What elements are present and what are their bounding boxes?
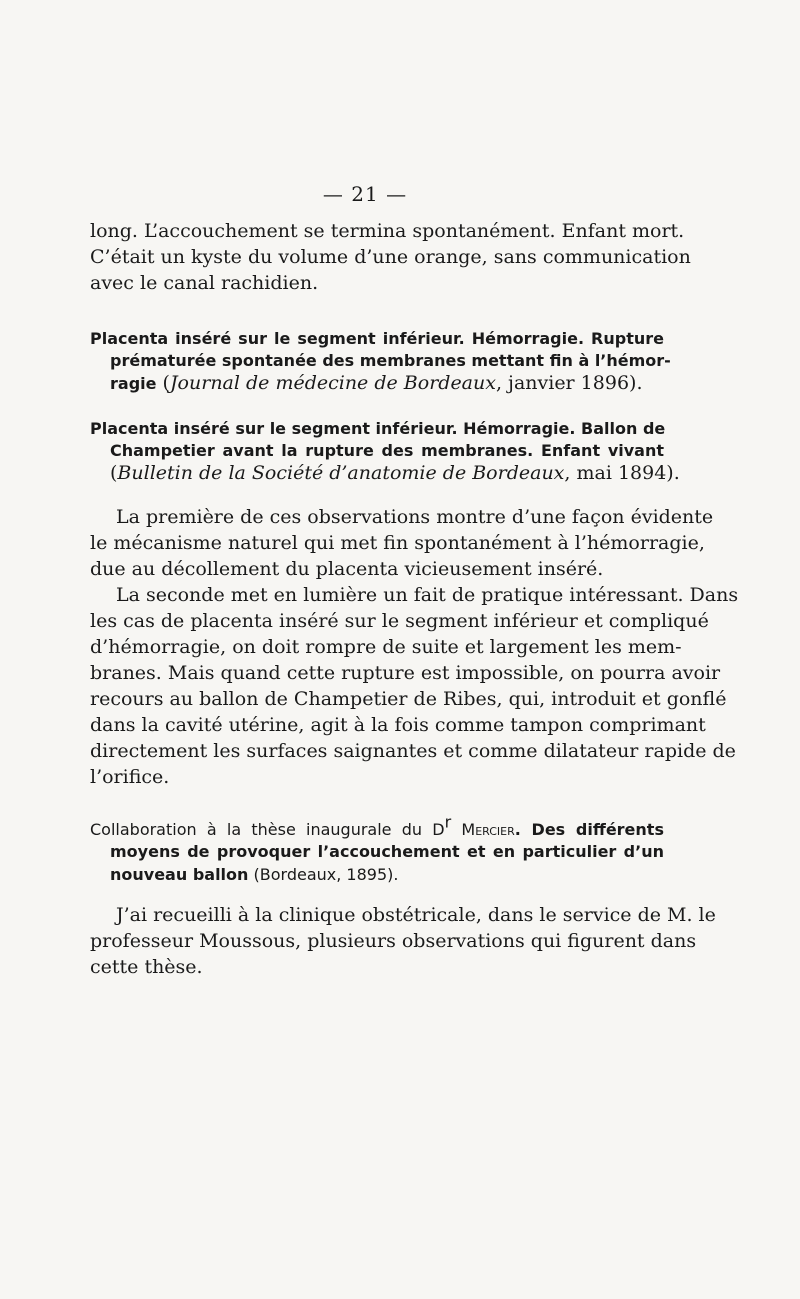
text-line: directement les surfaces saignantes et comme dilatateur rapide de <box>90 740 736 762</box>
text-line: due au décollement du placenta vicieusement inséré. <box>90 558 604 580</box>
text-line: les cas de placenta inséré sur le segment inférieur et compliqué <box>90 610 709 632</box>
text-line: La première de ces observations montre d’une façon évidente <box>116 506 714 528</box>
reference-title-line: Champetier avant la rupture des membranes. Enfant vivant <box>110 441 664 460</box>
reference-3 <box>90 812 664 886</box>
reference-2 <box>90 418 680 484</box>
reference-source-line: nouveau ballon (Bordeaux, 1895). <box>110 865 399 884</box>
paragraph-4 <box>90 902 716 980</box>
paragraph-3 <box>90 582 739 790</box>
text-line: cette thèse. <box>90 956 203 978</box>
journal-title: Journal de médecine de Bordeaux <box>169 372 496 394</box>
text-line: avec le canal rachidien. <box>90 272 319 294</box>
reference-title-line: prématurée spontanée des membranes mettant fin à l’hémor- <box>110 351 671 370</box>
text-line: dans la cavité utérine, agit à la fois comme tampon comprimant <box>90 714 706 736</box>
text-line: C’était un kyste du volume d’une orange, sans communication <box>90 246 691 268</box>
journal-title: Bulletin de la Société d’anatomie de Bordeaux <box>117 462 565 484</box>
paragraph-2 <box>90 504 714 582</box>
reference-1 <box>90 328 671 395</box>
reference-source-line: ragie (Journal de médecine de Bordeaux, janvier 1896). <box>110 372 643 394</box>
text-line: le mécanisme naturel qui met fin spontanément à l’hémorragie, <box>90 532 705 554</box>
page-number: — 21 — <box>322 182 408 206</box>
reference-title-line: Collaboration à la thèse inaugurale du $D^r$ Mercier. Des différents <box>90 812 664 839</box>
text-line: l’orifice. <box>90 766 170 788</box>
reference-source-line: (Bulletin de la Société d’anatomie de Bordeaux, mai 1894). <box>110 462 680 484</box>
text-line: La seconde met en lumière un fait de pratique intéressant. Dans <box>116 584 739 606</box>
paragraph-1 <box>90 218 691 296</box>
text-line: recours au ballon de Champetier de Ribes, qui, introduit et gonflé <box>90 688 727 710</box>
reference-title-line: moyens de provoquer l’accouchement et en particulier d’un <box>110 842 664 861</box>
reference-title-line: Placenta inséré sur le segment inférieur. Hémorragie. Ballon de <box>90 419 666 438</box>
reference-title-line: Placenta inséré sur le segment inférieur. Hémorragie. Rupture <box>90 329 664 348</box>
text-line: long. L’accouchement se termina spontanément. Enfant mort. <box>90 220 685 242</box>
text-line: J’ai recueilli à la clinique obstétricale, dans le service de M. le <box>116 904 716 926</box>
text-line: branes. Mais quand cette rupture est impossible, on pourra avoir <box>90 662 721 684</box>
text-line: professeur Moussous, plusieurs observations qui figurent dans <box>90 930 697 952</box>
author-name: Mercier <box>451 820 515 839</box>
text-line: d’hémorragie, on doit rompre de suite et largement les mem- <box>90 636 682 658</box>
